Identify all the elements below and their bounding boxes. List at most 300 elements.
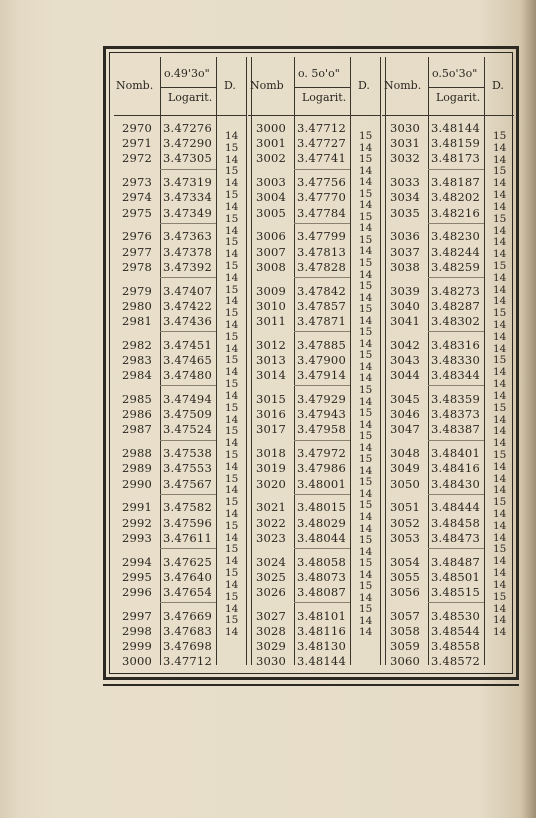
log-value: 3.47871 — [297, 314, 346, 328]
nomb-value: 3007 — [256, 244, 287, 259]
log-value: 3.48015 — [297, 500, 346, 515]
difference-value: 14 — [225, 177, 239, 190]
nomb-value: 3054 — [390, 554, 421, 569]
difference-value: 14 — [359, 314, 373, 327]
log-value: 3.47480 — [163, 368, 212, 383]
difference-value: 14 — [225, 555, 239, 568]
logarithm-table — [114, 57, 508, 669]
nomb-value: 3058 — [390, 624, 421, 638]
log-value: 3.47290 — [163, 136, 212, 151]
log-value: 3.47958 — [297, 422, 346, 437]
difference-value: 14 — [359, 522, 373, 535]
log-value: 3.47407 — [163, 283, 212, 298]
group-rule — [428, 277, 484, 278]
nomb-value: 3042 — [390, 337, 421, 352]
difference-value: 14 — [225, 437, 239, 450]
log-value: 3.47741 — [297, 151, 346, 166]
log-value: 3.47538 — [163, 446, 212, 461]
group-rule — [160, 440, 216, 441]
log-value: 3.48430 — [431, 476, 480, 491]
nomb-value: 2987 — [122, 422, 153, 437]
difference-value: 14 — [225, 413, 239, 426]
nomb-value: 2993 — [122, 530, 153, 545]
difference-value: 14 — [493, 153, 507, 166]
difference-value: 14 — [493, 177, 507, 190]
nomb-value: 3059 — [390, 639, 421, 654]
header-logarit: Logarit. — [436, 91, 481, 104]
nomb-value: 2978 — [122, 259, 153, 274]
difference-value: 15 — [225, 425, 239, 438]
difference-value: 14 — [359, 511, 373, 523]
log-value: 3.47276 — [163, 121, 212, 135]
difference-value: 14 — [225, 602, 239, 615]
column-block-1 — [114, 57, 246, 669]
log-value: 3.47799 — [297, 229, 346, 244]
difference-value: 14 — [493, 567, 507, 580]
log-value: 3.47712 — [297, 121, 346, 135]
group-rule — [294, 169, 350, 170]
difference-value: 15 — [225, 567, 239, 580]
nomb-value: 2975 — [122, 205, 153, 220]
log-value: 3.47319 — [163, 175, 212, 190]
group-rule — [428, 169, 484, 170]
difference-value: 14 — [493, 484, 507, 497]
log-value: 3.47683 — [163, 624, 212, 638]
difference-value: 14 — [493, 413, 507, 426]
bottom-rule — [103, 684, 519, 686]
difference-value: 15 — [493, 448, 507, 461]
nomb-value: 3030 — [256, 654, 287, 669]
difference-value: 14 — [493, 389, 507, 402]
log-value: 3.48244 — [431, 244, 480, 259]
difference-value: 14 — [493, 578, 507, 591]
nomb-value: 2982 — [122, 337, 153, 352]
difference-value: 14 — [493, 425, 507, 438]
difference-value: 14 — [359, 545, 373, 558]
difference-value: 14 — [359, 568, 373, 581]
difference-value: 15 — [225, 590, 239, 603]
log-value: 3.47567 — [163, 476, 212, 491]
difference-value: 15 — [359, 130, 373, 142]
log-value: 3.48444 — [431, 500, 480, 515]
difference-value: 15 — [225, 496, 239, 509]
group-rule — [294, 223, 350, 224]
difference-value: 14 — [225, 578, 239, 591]
group-rule — [428, 385, 484, 386]
group-rule — [294, 385, 350, 386]
difference-value: 14 — [359, 441, 373, 454]
nomb-value: 3019 — [256, 461, 287, 476]
difference-value: 14 — [225, 484, 239, 497]
difference-value: 14 — [225, 153, 239, 166]
log-value: 3.48087 — [297, 585, 346, 599]
difference-value: 15 — [225, 448, 239, 461]
difference-value: 14 — [359, 176, 373, 189]
difference-value: 14 — [493, 295, 507, 308]
nomb-value: 2976 — [122, 229, 153, 244]
group-rule — [160, 602, 216, 603]
nomb-value: 2974 — [122, 190, 153, 205]
log-value: 3.48287 — [431, 298, 480, 313]
header-d: D. — [224, 79, 236, 92]
difference-value: 15 — [493, 590, 507, 603]
nomb-value: 2971 — [122, 136, 153, 151]
log-value: 3.47813 — [297, 244, 346, 259]
group-rule — [160, 223, 216, 224]
log-value: 3.47509 — [163, 407, 212, 422]
log-table-inner-frame — [109, 52, 513, 674]
difference-value: 14 — [359, 199, 373, 212]
log-value: 3.48073 — [297, 569, 346, 584]
log-value: 3.48001 — [297, 476, 346, 491]
group-rule — [294, 331, 350, 332]
log-value: 3.48344 — [431, 368, 480, 383]
difference-value: 14 — [359, 141, 373, 154]
difference-value: 14 — [493, 555, 507, 568]
log-value: 3.48359 — [431, 392, 480, 406]
difference-value: 15 — [225, 165, 239, 178]
log-value: 3.48316 — [431, 337, 480, 352]
log-value: 3.47524 — [163, 422, 212, 437]
difference-value: 15 — [359, 326, 373, 339]
log-table-frame — [103, 46, 519, 680]
log-value: 3.48202 — [431, 190, 480, 205]
log-value: 3.48544 — [431, 624, 480, 638]
nomb-value: 3021 — [256, 500, 287, 515]
nomb-value: 3031 — [390, 136, 421, 151]
nomb-value: 3035 — [390, 205, 421, 220]
nomb-value: 3048 — [390, 446, 421, 461]
log-value: 3.47422 — [163, 298, 212, 313]
difference-value: 14 — [493, 224, 507, 237]
log-value: 3.48515 — [431, 585, 480, 599]
group-rule — [428, 223, 484, 224]
nomb-value: 2999 — [122, 639, 153, 654]
header-logarit: Logarit. — [302, 91, 347, 104]
header-nomb: Nomb — [250, 79, 284, 92]
difference-value: 15 — [359, 534, 373, 547]
difference-value: 15 — [225, 189, 239, 202]
difference-value: 14 — [493, 342, 507, 355]
log-value: 3.48458 — [431, 515, 480, 530]
log-value: 3.48572 — [431, 654, 480, 669]
header-sub-rule — [160, 87, 216, 88]
difference-value: 14 — [359, 464, 373, 477]
nomb-value: 3056 — [390, 585, 421, 599]
difference-value: 14 — [359, 164, 373, 177]
difference-value: 15 — [493, 165, 507, 178]
difference-value: 14 — [359, 591, 373, 604]
difference-value: 14 — [225, 200, 239, 213]
group-rule — [294, 277, 350, 278]
nomb-value: 2997 — [122, 608, 153, 623]
nomb-value: 2986 — [122, 407, 153, 422]
log-value: 3.47698 — [163, 639, 212, 654]
difference-value: 14 — [359, 395, 373, 408]
log-value: 3.47553 — [163, 461, 212, 476]
difference-value: 14 — [359, 487, 373, 500]
nomb-value: 2981 — [122, 314, 153, 328]
difference-value: 15 — [359, 407, 373, 420]
log-value: 3.47305 — [163, 151, 212, 166]
difference-value: 14 — [359, 268, 373, 281]
log-value: 3.47842 — [297, 283, 346, 298]
nomb-value: 3017 — [256, 422, 287, 437]
difference-value: 14 — [493, 141, 507, 154]
header-rule — [248, 115, 380, 116]
nomb-value: 3009 — [256, 283, 287, 298]
nomb-value: 3018 — [256, 446, 287, 461]
nomb-value: 3002 — [256, 151, 287, 166]
difference-value: 14 — [225, 389, 239, 402]
nomb-value: 3037 — [390, 244, 421, 259]
difference-value: 14 — [493, 283, 507, 296]
difference-value: 14 — [493, 271, 507, 284]
nomb-value: 2996 — [122, 585, 153, 599]
group-rule — [428, 331, 484, 332]
nomb-value: 2980 — [122, 298, 153, 313]
nomb-value: 2985 — [122, 392, 153, 406]
header-angle: o.49'3o" — [164, 67, 210, 80]
col-divider — [160, 57, 161, 665]
difference-value: 14 — [225, 130, 239, 142]
group-rule — [294, 440, 350, 441]
log-value: 3.47756 — [297, 175, 346, 190]
header-nomb: Nomb. — [384, 79, 422, 92]
nomb-value: 3029 — [256, 639, 287, 654]
nomb-value: 3027 — [256, 608, 287, 623]
nomb-value: 2990 — [122, 476, 153, 491]
log-value: 3.47914 — [297, 368, 346, 383]
nomb-value: 2979 — [122, 283, 153, 298]
header-logarit: Logarit. — [168, 91, 213, 104]
log-value: 3.47596 — [163, 515, 212, 530]
difference-value: 15 — [359, 210, 373, 223]
nomb-value: 2992 — [122, 515, 153, 530]
column-block-3 — [382, 57, 514, 669]
log-value: 3.47378 — [163, 244, 212, 259]
log-value: 3.48058 — [297, 554, 346, 569]
log-value: 3.48230 — [431, 229, 480, 244]
difference-value: 14 — [225, 531, 239, 544]
nomb-value: 2998 — [122, 624, 153, 638]
difference-value: 15 — [359, 557, 373, 570]
nomb-value: 3046 — [390, 407, 421, 422]
nomb-value: 3038 — [390, 259, 421, 274]
header-d: D. — [492, 79, 504, 92]
difference-value: 15 — [225, 378, 239, 391]
header-sub-rule — [294, 87, 350, 88]
difference-value: 14 — [225, 224, 239, 237]
nomb-value: 3040 — [390, 298, 421, 313]
nomb-value: 3030 — [390, 121, 421, 135]
log-value: 3.47770 — [297, 190, 346, 205]
difference-value: 14 — [359, 360, 373, 373]
log-value: 3.48558 — [431, 639, 480, 654]
log-value: 3.47451 — [163, 337, 212, 352]
log-value: 3.47972 — [297, 446, 346, 461]
difference-value: 14 — [493, 472, 507, 485]
book-spine-shadow — [522, 0, 536, 818]
difference-value: 15 — [493, 401, 507, 414]
nomb-value: 3005 — [256, 205, 287, 220]
group-rule — [160, 494, 216, 495]
difference-value: 14 — [493, 189, 507, 202]
difference-value: 14 — [493, 602, 507, 615]
log-value: 3.47727 — [297, 136, 346, 151]
col-divider — [216, 57, 217, 665]
block-divider-2 — [380, 57, 386, 665]
difference-value: 15 — [493, 496, 507, 509]
group-rule — [294, 548, 350, 549]
log-value: 3.48044 — [297, 530, 346, 545]
difference-value: 15 — [225, 354, 239, 367]
nomb-value: 3057 — [390, 608, 421, 623]
header-rule — [114, 115, 246, 116]
difference-value: 14 — [359, 245, 373, 258]
difference-value: 15 — [225, 212, 239, 225]
difference-value: 14 — [225, 508, 239, 521]
difference-value: 15 — [359, 257, 373, 269]
difference-value: 15 — [359, 384, 373, 396]
difference-value: 14 — [359, 372, 373, 385]
difference-value: 14 — [493, 508, 507, 521]
nomb-value: 3028 — [256, 624, 287, 638]
col-divider — [350, 57, 351, 665]
difference-value: 14 — [493, 614, 507, 627]
log-value: 3.48159 — [431, 136, 480, 151]
col-divider — [294, 57, 295, 665]
nomb-value: 2977 — [122, 244, 153, 259]
log-value: 3.47986 — [297, 461, 346, 476]
difference-value: 14 — [225, 295, 239, 308]
difference-value: 14 — [493, 460, 507, 473]
nomb-value: 2970 — [122, 121, 153, 135]
nomb-value: 3016 — [256, 407, 287, 422]
difference-value: 15 — [359, 349, 373, 362]
nomb-value: 3026 — [256, 585, 287, 599]
difference-value: 15 — [359, 603, 373, 616]
log-value: 3.48387 — [431, 422, 480, 437]
log-value: 3.47611 — [163, 530, 212, 545]
difference-value: 15 — [493, 543, 507, 556]
log-value: 3.48216 — [431, 205, 480, 220]
difference-value: 14 — [359, 222, 373, 235]
group-rule — [428, 602, 484, 603]
difference-value: 15 — [225, 236, 239, 249]
log-value: 3.48130 — [297, 639, 346, 654]
nomb-value: 3044 — [390, 368, 421, 383]
difference-value: 15 — [225, 330, 239, 343]
nomb-value: 3006 — [256, 229, 287, 244]
nomb-value: 3003 — [256, 175, 287, 190]
difference-value: 14 — [225, 248, 239, 261]
difference-value: 14 — [225, 366, 239, 379]
difference-value: 15 — [225, 141, 239, 154]
block-divider-1 — [246, 57, 252, 665]
nomb-value: 3010 — [256, 298, 287, 313]
difference-value: 15 — [225, 472, 239, 485]
log-value: 3.48330 — [431, 353, 480, 367]
difference-value: 15 — [493, 130, 507, 142]
header-d: D. — [358, 79, 370, 92]
nomb-value: 2995 — [122, 569, 153, 584]
nomb-value: 2991 — [122, 500, 153, 515]
log-value: 3.48259 — [431, 259, 480, 274]
col-divider — [484, 57, 485, 665]
log-value: 3.47334 — [163, 190, 212, 205]
nomb-value: 3043 — [390, 353, 421, 367]
nomb-value: 3039 — [390, 283, 421, 298]
log-value: 3.47943 — [297, 407, 346, 422]
difference-value: 15 — [493, 212, 507, 225]
group-rule — [294, 494, 350, 495]
nomb-value: 3051 — [390, 500, 421, 515]
group-rule — [294, 602, 350, 603]
log-value: 3.48416 — [431, 461, 480, 476]
difference-value: 14 — [359, 614, 373, 627]
difference-value: 15 — [225, 543, 239, 556]
nomb-value: 3032 — [390, 151, 421, 166]
log-value: 3.48487 — [431, 554, 480, 569]
log-value: 3.47640 — [163, 569, 212, 584]
difference-value: 15 — [359, 580, 373, 593]
nomb-value: 3000 — [256, 121, 287, 135]
nomb-value: 3045 — [390, 392, 421, 406]
difference-value: 14 — [225, 460, 239, 473]
log-value: 3.48473 — [431, 530, 480, 545]
group-rule — [160, 548, 216, 549]
difference-value: 14 — [359, 291, 373, 304]
log-value: 3.47900 — [297, 353, 346, 367]
log-value: 3.48144 — [297, 654, 346, 669]
log-value: 3.48101 — [297, 608, 346, 623]
difference-value: 15 — [359, 476, 373, 489]
difference-value: 14 — [493, 519, 507, 532]
difference-value: 15 — [359, 233, 373, 246]
difference-value: 15 — [225, 519, 239, 532]
log-value: 3.47363 — [163, 229, 212, 244]
log-value: 3.47582 — [163, 500, 212, 515]
log-value: 3.48173 — [431, 151, 480, 166]
header-angle: o.5o'3o" — [432, 67, 478, 80]
group-rule — [160, 331, 216, 332]
difference-value: 14 — [493, 437, 507, 450]
log-value: 3.48187 — [431, 175, 480, 190]
difference-value: 15 — [493, 259, 507, 272]
group-rule — [160, 277, 216, 278]
log-value: 3.47654 — [163, 585, 212, 599]
log-value: 3.47857 — [297, 298, 346, 313]
nomb-value: 3022 — [256, 515, 287, 530]
log-value: 3.47494 — [163, 392, 212, 406]
nomb-value: 2983 — [122, 353, 153, 367]
col-divider — [428, 57, 429, 665]
group-rule — [160, 385, 216, 386]
nomb-value: 3047 — [390, 422, 421, 437]
nomb-value: 3012 — [256, 337, 287, 352]
nomb-value: 2972 — [122, 151, 153, 166]
difference-value: 15 — [359, 280, 373, 293]
header-nomb: Nomb. — [116, 79, 154, 92]
log-value: 3.47669 — [163, 608, 212, 623]
nomb-value: 3053 — [390, 530, 421, 545]
difference-value: 14 — [493, 531, 507, 544]
nomb-value: 3049 — [390, 461, 421, 476]
difference-value: 15 — [359, 453, 373, 466]
log-value: 3.47465 — [163, 353, 212, 367]
header-angle: o. 5o'o" — [298, 67, 340, 80]
